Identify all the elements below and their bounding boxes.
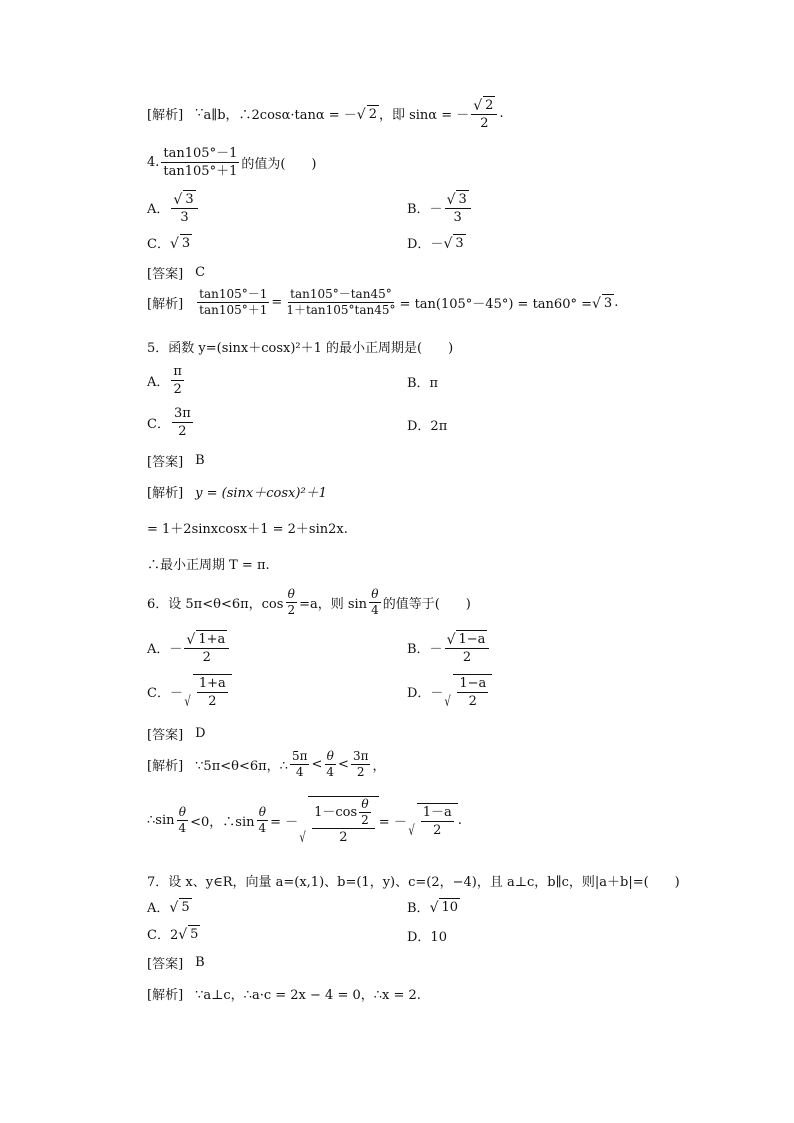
- q6-option-b: B．－ √ 1−a 2: [407, 630, 491, 665]
- q6-option-c: C．－ √ $\frac{1+a}{2}$: [147, 674, 232, 709]
- q5-answer: [答案] B: [147, 453, 205, 470]
- q7-stem: 7．设 x、y∈R，向量 a=(x,1)、b=(1，y)、c=(2，−4)，且 a⊥c，b∥c，则|a＋b|=( ): [147, 875, 680, 890]
- q4-option-b: B．－ √ 3 3: [407, 190, 473, 225]
- q6-stem: 6．设 5π<θ<6π，cos $\frac{\theta}{2}$ =a，则 sin $\frac{\theta}{4}$ 的值等于( ): [147, 587, 471, 617]
- fraction: $\frac{\tan 105^\circ-1}{\tan 105^\circ+1}$: [163, 146, 238, 179]
- q4-analysis: [解析] $\frac{\tan 105^\circ-1}{\tan 105^\circ+1}$ = $\frac{\tan 105^\circ-\tan 45^\circ}{1+\tan 105^\circ\tan 45^\circ}$ = tan(105°－45°) = tan60° = √ 3 .: [147, 287, 619, 317]
- sqrt-expression: √ 2: [356, 107, 377, 123]
- q6-answer: [答案] D: [147, 726, 206, 743]
- q5-stem: 5．函数 y=(sinx＋cosx)²＋1 的最小正周期是( ): [147, 341, 454, 356]
- q5-option-b: B．π: [407, 376, 439, 391]
- q7-option-b: B． √ 10: [407, 900, 459, 916]
- q7-answer: [答案] B: [147, 955, 205, 972]
- q5-analysis-line3: ∴最小正周期 T = π.: [147, 558, 270, 573]
- q6-option-a: A．－ √ 1+a 2: [147, 630, 231, 665]
- q6-analysis-line2: ∴sin $\frac{\theta}{4}$ <0，∴sin $\frac{\theta}{4}$ = － √ 1－cos $\frac{\theta}{2}$ 2 = － √ $\frac{1-a}{2}$ .: [147, 797, 462, 846]
- q4-option-c: C． √ 3: [147, 236, 191, 252]
- q7-analysis: [解析] ∵a⊥c，∴a·c = 2x − 4 = 0，∴x = 2.: [147, 988, 421, 1003]
- q7-option-a: A． √ 5: [147, 900, 190, 916]
- answer-tag: [答案]: [147, 267, 184, 282]
- q5-option-c: C． $\frac{3\pi}{2}$: [147, 406, 191, 439]
- q4-option-a: A． √ 3 3: [147, 190, 200, 225]
- q4-stem: 4. $\frac{\tan 105^\circ-1}{\tan 105^\circ+1}$ 的值为( ): [147, 146, 317, 179]
- q3-analysis: [解析] ∵ a∥b，∴2cosα·tanα = － √ 2 ，即 sinα = － √ 2 2 .: [147, 98, 504, 131]
- q7-option-d: D．10: [407, 930, 447, 945]
- q6-option-d: D．－ √ $\frac{1-a}{2}$: [407, 674, 492, 709]
- q7-option-c: C．2 √ 5: [147, 927, 199, 943]
- q5-option-d: D．2π: [407, 419, 448, 434]
- analysis-tag: [解析]: [147, 108, 184, 123]
- q5-analysis: [解析] y = (sinx＋cosx)²＋1: [147, 486, 327, 501]
- q4-option-d: D．－ √ 3: [407, 236, 464, 252]
- q4-answer: [答案] C: [147, 265, 206, 282]
- q6-analysis: [解析] ∵5π<θ<6π，∴ $\frac{5\pi}{4}$ < $\frac{\theta}{4}$ < $\frac{3\pi}{2}$ ，: [147, 749, 386, 779]
- q5-option-a: A． $\frac{\pi}{2}$: [147, 364, 182, 397]
- fraction: √ 2 2: [471, 96, 497, 131]
- q5-analysis-line2: = 1＋2sinxcosx＋1 = 2＋sin2x.: [147, 522, 348, 537]
